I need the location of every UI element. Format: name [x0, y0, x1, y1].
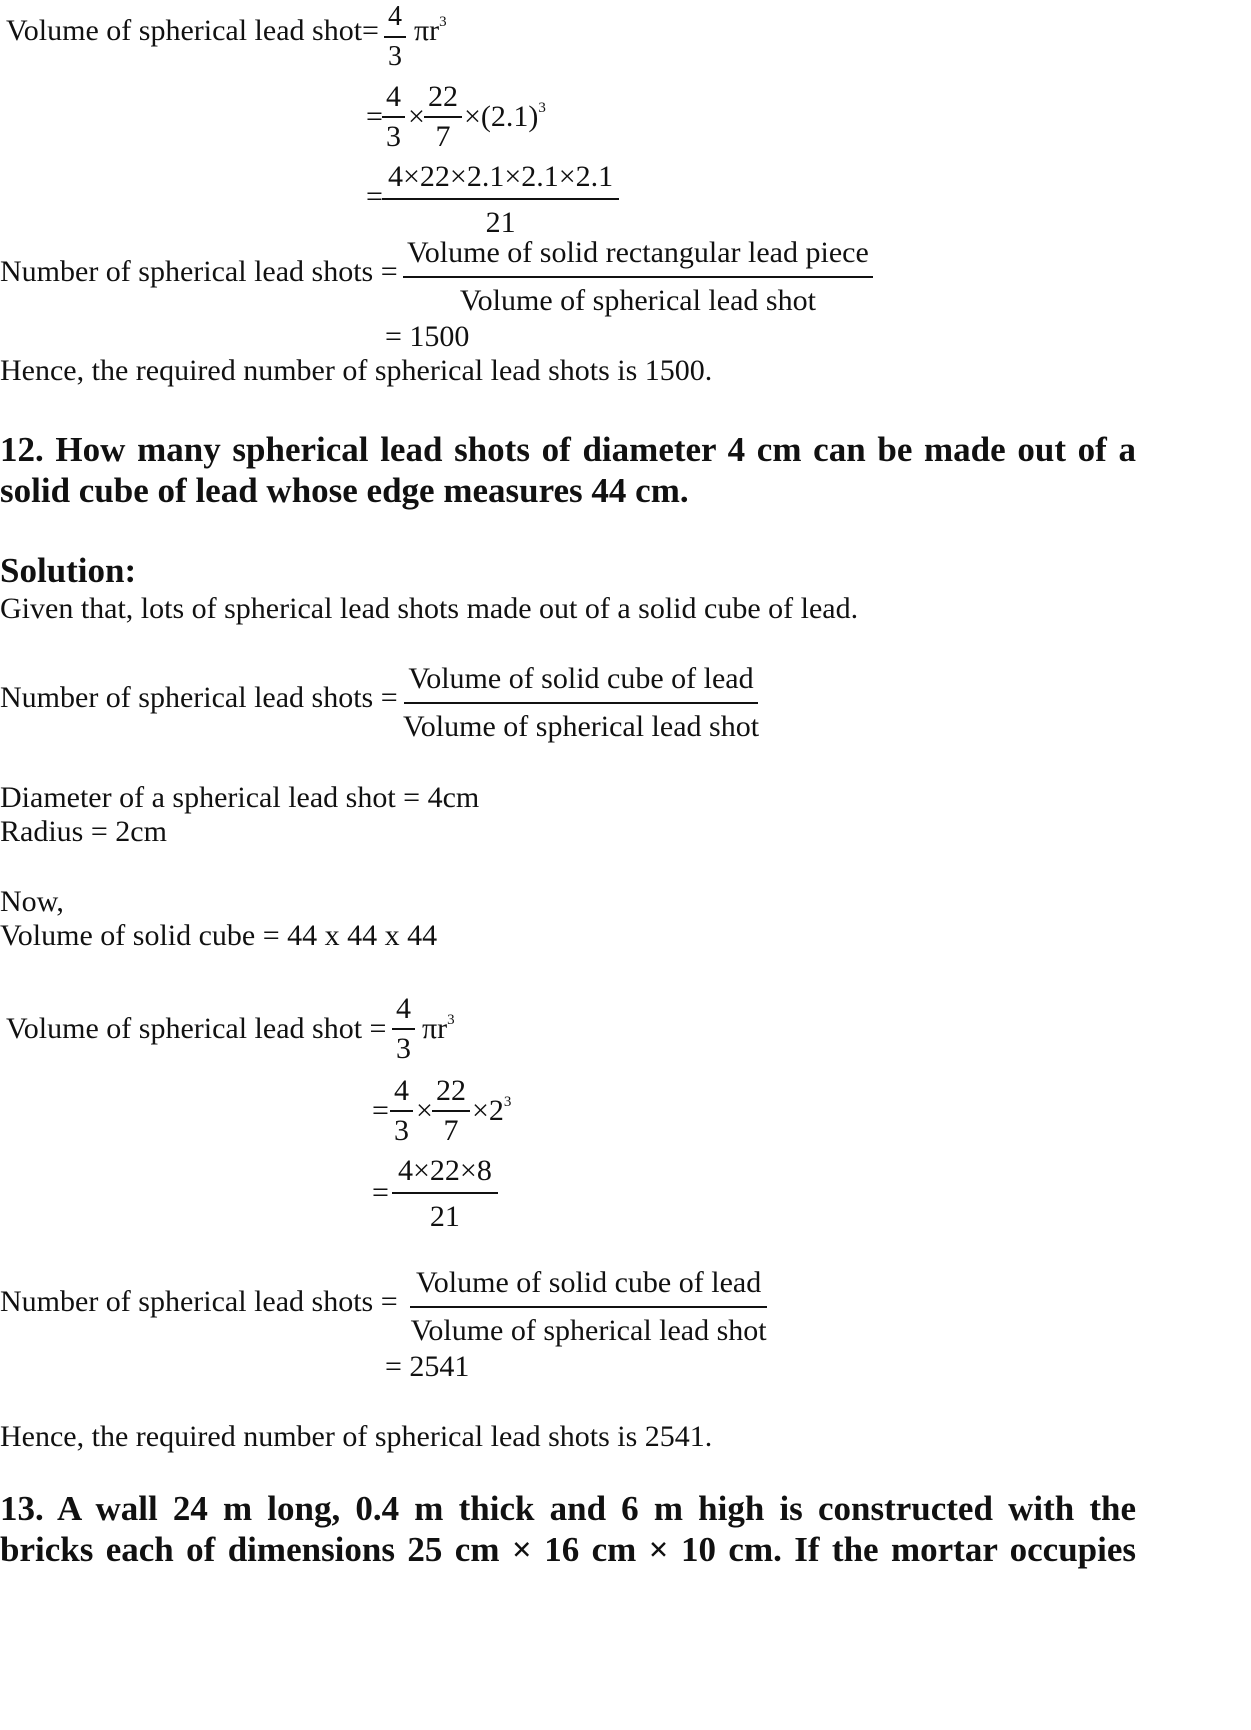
step2-times: × — [408, 100, 425, 133]
number-shots-label: Number of spherical lead shots = — [0, 255, 398, 288]
ratio-fraction-rect: Volume of solid rectangular lead piece Volume of spherical lead shot — [403, 236, 873, 318]
pi-r-cubed: $\pi r^3$ — [414, 14, 447, 47]
question-12-line2: solid cube of lead whose edge measures 44 cm. — [0, 471, 689, 510]
solution-heading: Solution: — [0, 551, 137, 590]
result-2541: = 2541 — [385, 1350, 470, 1383]
cube-volume-line: Volume of solid cube = 44 x 44 x 44 — [0, 919, 438, 952]
q12-pi-r-cubed: $\pi r^3$ — [422, 1012, 455, 1045]
step2-equals: = — [366, 100, 383, 133]
ratio-fraction-cube: Volume of solid cube of lead Volume of spherical lead shot — [403, 662, 760, 743]
q12-step2-times: × — [416, 1094, 433, 1127]
volume-shot-label-q12: Volume of spherical lead shot = — [6, 1012, 387, 1045]
number-shots-label-q12-2: Number of spherical lead shots = — [0, 1285, 398, 1318]
step3-fraction: $\frac{4\times 22\times 2.1\times 2.1\times 2.1}{21}$ — [382, 160, 619, 240]
q12-step2-equals: = — [372, 1094, 389, 1127]
step2-fraction-4-3: $\frac{4}{3}$ — [382, 80, 405, 154]
diameter-line: Diameter of a spherical lead shot = 4cm — [0, 781, 480, 814]
q12-step2-fraction-4-3: $\frac{4}{3}$ — [390, 1074, 413, 1148]
q12-step2-power: $\times 2^3$ — [472, 1094, 512, 1127]
conclusion-2541: Hence, the required number of spherical lead shots is 2541. — [0, 1420, 713, 1453]
volume-shot-label: Volume of spherical lead shot= — [6, 14, 379, 47]
step2-fraction-22-7: $\frac{22}{7}$ — [424, 80, 462, 154]
question-13-line2: bricks each of dimensions 25 cm × 16 cm × 10 cm. If the mortar occupies — [0, 1530, 1136, 1569]
q12-step3-fraction: $\frac{4\times 22\times 8}{21}$ — [392, 1154, 498, 1234]
q12-step2-fraction-22-7: $\frac{22}{7}$ — [432, 1074, 470, 1148]
ratio2-fraction-cube: Volume of solid cube of lead Volume of spherical lead shot — [410, 1266, 767, 1347]
question-12-line1: 12. How many spherical lead shots of diameter 4 cm can be made out of a — [0, 430, 1136, 469]
number-shots-label-q12: Number of spherical lead shots = — [0, 681, 398, 714]
fraction-4-3: $\frac{4}{3}$ — [384, 0, 406, 74]
q12-step3-equals: = — [372, 1176, 389, 1209]
conclusion-1500: Hence, the required number of spherical lead shots is 1500. — [0, 354, 713, 387]
now-line: Now, — [0, 885, 64, 918]
given-statement: Given that, lots of spherical lead shots made out of a solid cube of lead. — [0, 592, 859, 625]
q12-fraction-4-3: $\frac{4}{3}$ — [392, 992, 415, 1066]
step3-equals: = — [366, 180, 383, 213]
radius-line: Radius = 2cm — [0, 815, 167, 848]
question-13-line1: 13. A wall 24 m long, 0.4 m thick and 6 m high is constructed with the — [0, 1489, 1136, 1528]
result-1500: = 1500 — [385, 320, 470, 353]
step2-power: $\times(2.1)^3$ — [464, 100, 546, 133]
